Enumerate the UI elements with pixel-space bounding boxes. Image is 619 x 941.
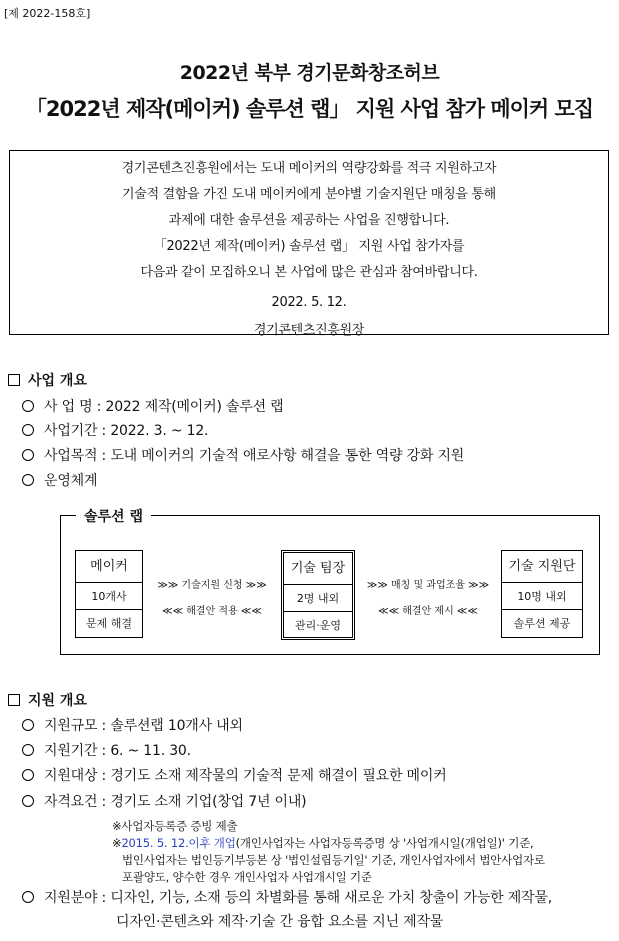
- note-transfer: 포괄양도, 양수한 경우 개인사업자 사업개시일 기준: [122, 870, 372, 884]
- section1-item: 사 업 명 : 2022 제작(메이커) 솔루션 랩: [22, 396, 284, 416]
- section2-item-continued: 디자인·콘텐츠와 제작·기술 간 융합 요소를 지닌 제작물: [116, 914, 444, 930]
- maker-count: 10개사: [76, 583, 142, 610]
- support-head: 기술 지원단: [502, 551, 582, 583]
- note-opening-date: ※2015. 5. 12.이후 개업(개인사업자는 사업자등록증명 상 '사업개시일(개업일)' 기준,: [112, 836, 534, 850]
- intro-line: 경기콘텐츠진흥원에서는 도내 메이커의 역량강화를 적극 지원하고자: [121, 161, 497, 176]
- circle-bullet-icon: [22, 449, 34, 461]
- circle-bullet-icon: [22, 424, 34, 436]
- section1-item: 사업목적 : 도내 메이커의 기술적 애로사항 해결을 통한 역량 강화 지원: [22, 445, 464, 465]
- title-line-1: 2022년 북부 경기문화창조허브: [179, 62, 440, 84]
- circle-bullet-icon: [22, 769, 34, 781]
- document-number: [제 2022-158호]: [4, 7, 91, 20]
- square-bullet-icon: [8, 374, 20, 386]
- arrow-propose: ≪≪ 해결안 제시 ≪≪: [378, 606, 478, 617]
- team-count: 2명 내외: [284, 585, 352, 612]
- team-leader-box: [281, 550, 355, 640]
- section2-item: 지원규모 : 솔루션랩 10개사 내외: [22, 715, 243, 735]
- maker-role: 문제 해결: [85, 617, 132, 630]
- section1-item: 사업기간 : 2022. 3. ~ 12.: [22, 420, 208, 440]
- section1-heading: 사업 개요: [8, 370, 87, 390]
- intro-line: 「2022년 제작(메이커) 솔루션 랩」 지원 사업 참가자를: [153, 239, 465, 254]
- intro-line: 다음과 같이 모집하오니 본 사업에 많은 관심과 참여바랍니다.: [140, 265, 478, 280]
- team-head: 기술 팀장: [284, 553, 352, 585]
- maker-head: 메이커: [76, 551, 142, 583]
- square-bullet-icon: [8, 694, 20, 706]
- circle-bullet-icon: [22, 400, 34, 412]
- support-count: 10명 내외: [502, 583, 582, 610]
- arrow-apply: ≪≪ 해결안 적용 ≪≪: [162, 606, 262, 617]
- intro-line: 과제에 대한 솔루션을 제공하는 사업을 진행합니다.: [168, 213, 450, 228]
- team-role: 관리·운영: [294, 619, 341, 632]
- maker-box: [75, 550, 143, 638]
- title-line-2: 「2022년 제작(메이커) 솔루션 랩」 지원 사업 참가 메이커 모집: [25, 97, 594, 121]
- arrow-matching: ≫≫ 매칭 및 과업조율 ≫≫: [366, 580, 490, 591]
- note-corporate: 법인사업자는 법인등기부등본 상 '법인설립등기일' 기준, 개인사업자에서 법안사업자로: [122, 853, 545, 867]
- circle-bullet-icon: [22, 744, 34, 756]
- intro-date: 2022. 5. 12.: [271, 295, 347, 310]
- arrow-request: ≫≫ 기술지원 신청 ≫≫: [157, 580, 267, 591]
- section2-heading: 지원 개요: [8, 690, 87, 710]
- circle-bullet-icon: [22, 795, 34, 807]
- section2-item: 지원기간 : 6. ~ 11. 30.: [22, 740, 191, 760]
- section2-item: 자격요건 : 경기도 소재 기업(창업 7년 이내): [22, 791, 306, 811]
- circle-bullet-icon: [22, 474, 34, 486]
- tech-support-box: [501, 550, 583, 638]
- circle-bullet-icon: [22, 891, 34, 903]
- section1-item: 운영체계: [22, 470, 97, 490]
- intro-issuer: 경기콘텐츠진흥원장: [253, 323, 365, 338]
- intro-line: 기술적 결함을 가진 도내 메이커에게 분야별 기술지원단 매칭을 통해: [122, 187, 496, 202]
- section2-item: 지원분야 : 디자인, 기능, 소재 등의 차별화를 통해 새로운 가치 창출이 가능한 제작물,: [22, 887, 552, 907]
- support-role: 솔루션 제공: [513, 617, 571, 630]
- diagram-title: 솔루션 랩: [76, 506, 151, 526]
- section2-item: 지원대상 : 경기도 소재 제작물의 기술적 문제 해결이 필요한 메이커: [22, 765, 447, 785]
- note-registration: ※사업자등록증 증빙 제출: [112, 819, 238, 833]
- intro-box: [9, 150, 609, 338]
- circle-bullet-icon: [22, 719, 34, 731]
